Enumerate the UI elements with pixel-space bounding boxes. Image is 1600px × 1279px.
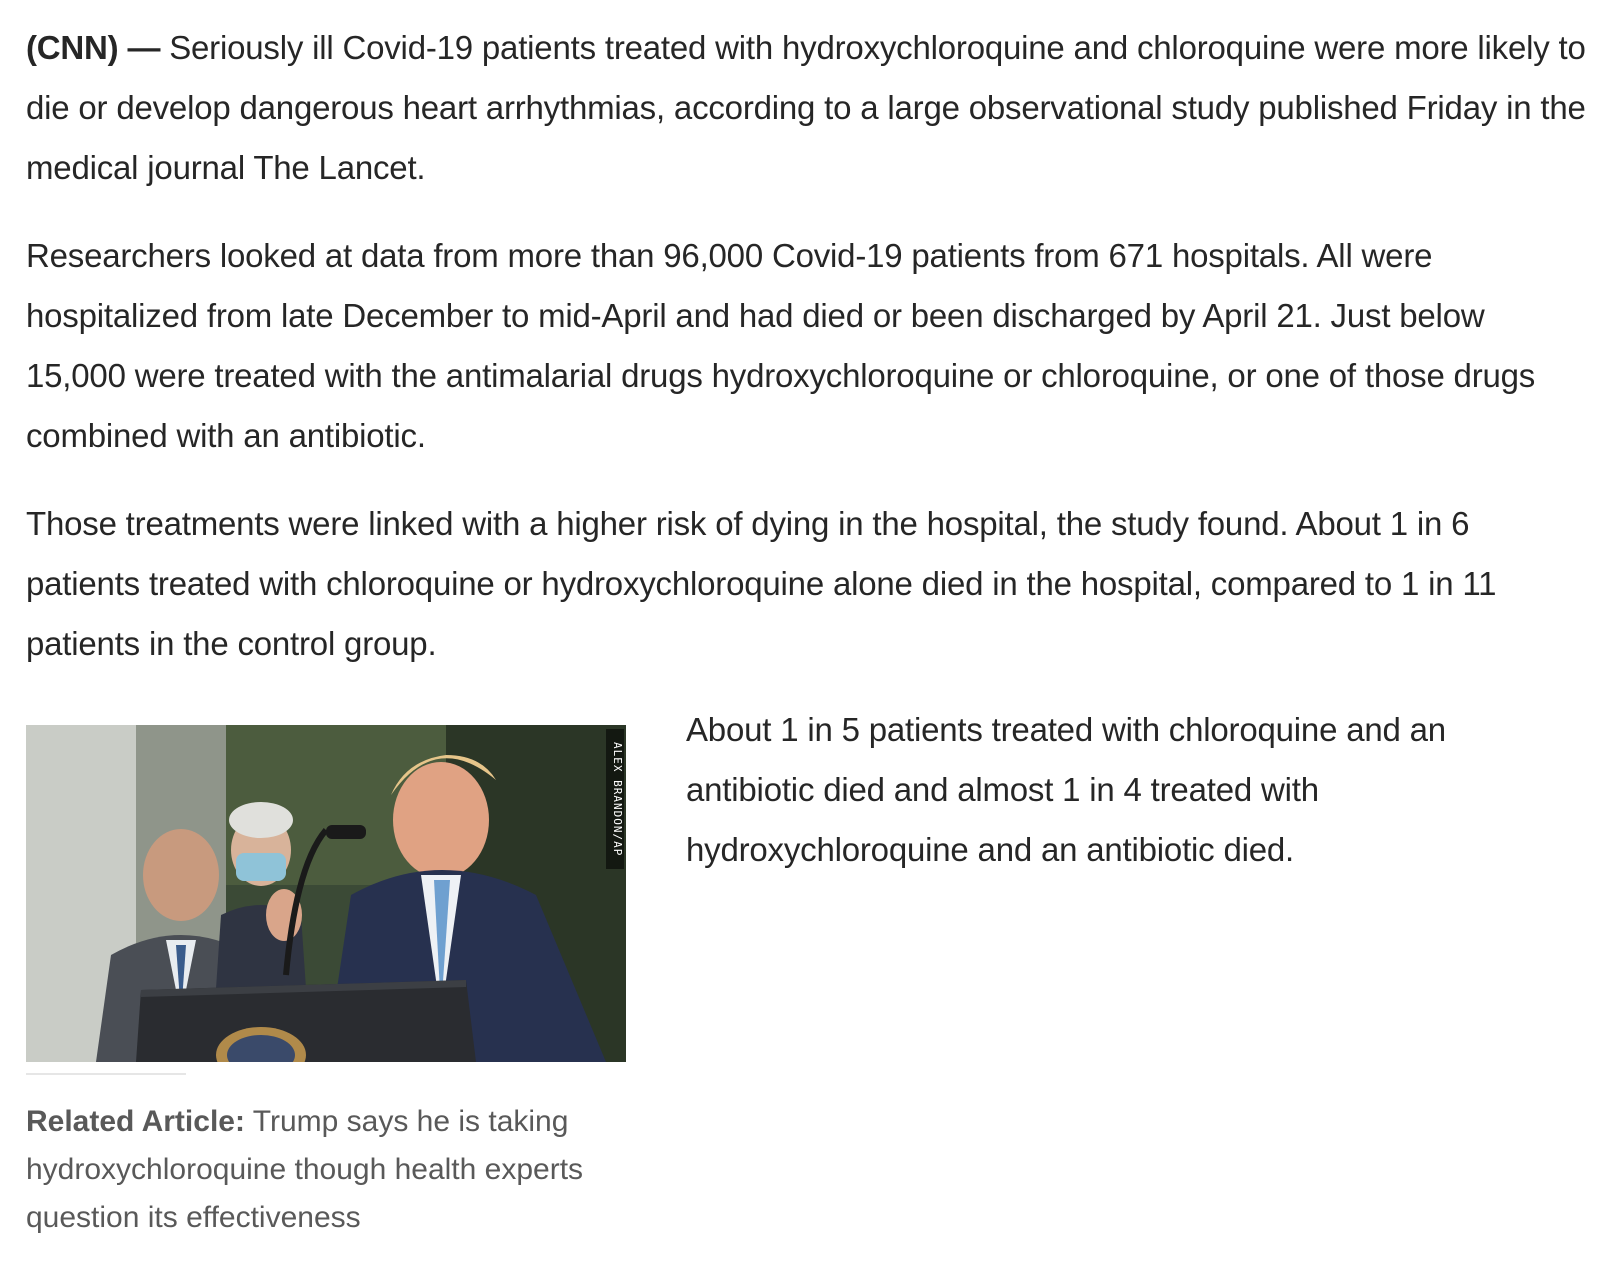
related-article-label: Related Article:: [26, 1105, 245, 1138]
paragraph-2: Researchers looked at data from more than 96,000 Covid-19 patients from 671 hospitals. All were hospitalized from late December to mid-April and had died or been discharged by April 21. Just below 15,000 were treated with the antimalarial drugs hydroxychloroquine or chloroquine, or one of those drugs combined with an antibiotic.: [26, 237, 1536, 454]
photo-illustration: [26, 725, 626, 1062]
article-photo[interactable]: [26, 725, 626, 1062]
related-article-link[interactable]: Trump says he is taking hydroxychloroquine though health experts question its effectiveness: [26, 1105, 584, 1234]
photo-credit: ALEX BRANDON/AP: [606, 729, 624, 869]
media-row: [26, 700, 1586, 1260]
paragraph-1: [26, 18, 1586, 198]
dateline: (CNN) —: [26, 29, 161, 66]
paragraph-3: Those treatments were linked with a higher risk of dying in the hospital, the study found. About 1 in 6 patients treated with chloroquine or hydroxychloroquine alone died in the hospital, compared to 1 in 11 patients in the control group.: [26, 505, 1497, 662]
related-divider: [26, 1073, 186, 1075]
article-body: [26, 18, 1586, 702]
related-article[interactable]: [26, 1098, 626, 1242]
side-paragraph: About 1 in 5 patients treated with chloroquine and an antibiotic died and almost 1 in 4 treated with hydroxychloroquine and an antibiotic died.: [686, 711, 1446, 868]
paragraph-1-text: Seriously ill Covid-19 patients treated with hydroxychloroquine and chloroquine were more likely to die or develop dangerous heart arrhythmias, according to a large observational study published Friday in the medical journal The Lancet.: [26, 29, 1586, 186]
